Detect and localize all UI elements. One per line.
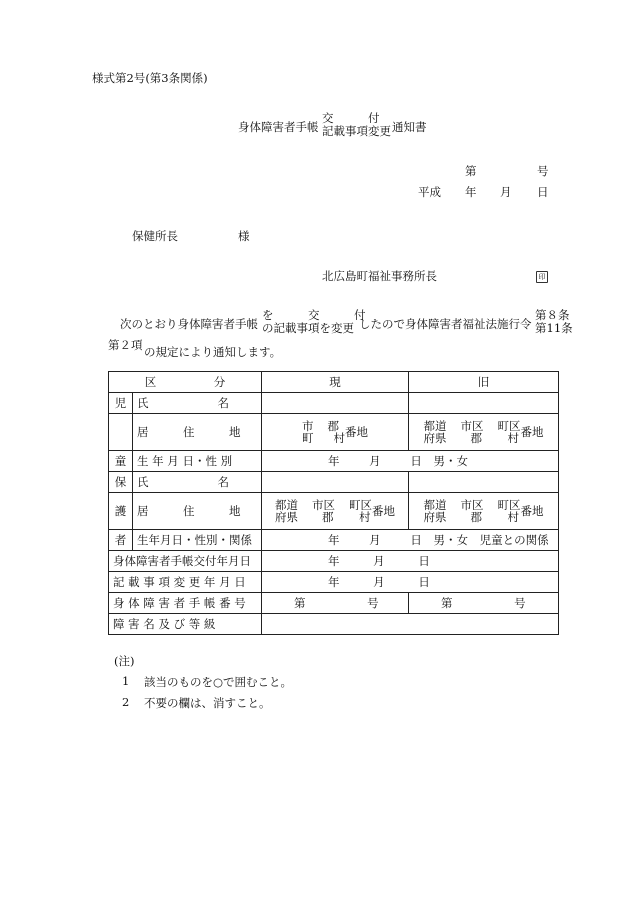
body-text-2: したので身体障害者福祉法施行令 [359, 317, 532, 331]
child-name-current[interactable] [262, 393, 409, 414]
guardian-name-label: 氏 名 [133, 472, 262, 493]
note-1-number: 1 [122, 674, 130, 688]
disability-label: 障 害 名 及 び 等 級 [109, 614, 262, 635]
card-number-current[interactable]: 第 号 [262, 593, 409, 614]
body-option-issue: を 交 付 [262, 308, 366, 322]
child-name-label: 氏 名 [133, 393, 262, 414]
header-current: 現 [262, 372, 409, 393]
card-number-row [109, 593, 559, 614]
guardian-address-label: 居 住 地 [133, 493, 262, 530]
card-number-previous[interactable]: 第 号 [409, 593, 559, 614]
note-2-text: 不要の欄は、消すこと。 [144, 696, 271, 710]
body-paragraph-ref: 第２項 [108, 338, 143, 352]
child-group-spacer [109, 414, 133, 451]
guardian-birth-value[interactable]: 年 月 日 男・女 児童との関係 [262, 530, 559, 551]
title-suffix: 通知書 [392, 120, 427, 134]
body-article-8: 第８条 [535, 308, 570, 322]
child-name-row [109, 393, 559, 414]
issue-date-value[interactable]: 年 月 日 [262, 551, 559, 572]
title-prefix: 身体障害者手帳 [238, 120, 319, 134]
notes-label: (注) [114, 654, 135, 668]
disability-row [109, 614, 559, 635]
child-address-row [109, 414, 559, 451]
disability-value[interactable] [262, 614, 559, 635]
guardian-group-label-2: 護 [109, 493, 133, 530]
date-era: 平成 [418, 185, 441, 199]
child-group-label-1: 児 [109, 393, 133, 414]
child-sex: 男・女 [433, 454, 468, 468]
child-birth-row [109, 451, 559, 472]
body-text-1: 次のとおり身体障害者手帳 [120, 317, 258, 331]
form-number: 様式第2号(第3条関係) [92, 71, 208, 85]
body-options [262, 309, 366, 335]
addressee-honorific: 様 [238, 229, 250, 243]
header-kubun: 区 分 [109, 372, 262, 393]
child-birth-label: 生 年 月 日・性 別 [133, 451, 262, 472]
title-options [322, 112, 391, 138]
guardian-sex: 男・女 [433, 533, 468, 547]
sender-name: 北広島町福祉事務所長 [322, 269, 437, 283]
child-group-label-2: 童 [109, 451, 133, 472]
addressee-office: 保健所長 [132, 229, 178, 243]
body-article-11: 第11条 [535, 321, 573, 335]
title-option-issue: 交 付 [322, 111, 380, 125]
note-2-number: 2 [122, 695, 130, 709]
guardian-group-label-3: 者 [109, 530, 133, 551]
guardian-birth-row [109, 530, 559, 551]
body-articles [535, 309, 573, 335]
issue-date-label: 身体障害者手帳交付年月日 [109, 551, 262, 572]
guardian-name-row [109, 472, 559, 493]
seal-icon: 印 [536, 271, 548, 283]
child-address-current[interactable]: 市 町 郡 村 番地 [262, 414, 409, 451]
table-header-row [109, 372, 559, 393]
issue-date-row [109, 551, 559, 572]
guardian-name-current[interactable] [262, 472, 409, 493]
guardian-address-current[interactable]: 都道 府県 市区 郡 町区 村 番地 [262, 493, 409, 530]
change-date-value[interactable]: 年 月 日 [262, 572, 559, 593]
body-text-3: の規定により通知します。 [144, 345, 282, 359]
date-day: 日 [537, 185, 549, 199]
guardian-address-previous[interactable]: 都道 府県 市区 郡 町区 村 番地 [409, 493, 559, 530]
guardian-relation: 児童との関係 [479, 533, 549, 547]
guardian-name-previous[interactable] [409, 472, 559, 493]
title-option-change: 記載事項変更 [322, 124, 391, 138]
guardian-birth-label: 生年月日・性別・関係 [133, 530, 262, 551]
header-previous: 旧 [409, 372, 559, 393]
note-1-text: 該当のものを○で囲むこと。 [144, 675, 293, 689]
child-birth-value[interactable]: 年 月 日 男・女 [262, 451, 559, 472]
card-number-label: 身 体 障 害 者 手 帳 番 号 [109, 593, 262, 614]
doc-number-go: 号 [537, 164, 549, 178]
child-address-label: 居 住 地 [133, 414, 262, 451]
doc-number-dai: 第 [465, 164, 477, 178]
body-option-change: の記載事項を変更 [262, 321, 354, 335]
change-date-row [109, 572, 559, 593]
date-year: 年 [465, 185, 477, 199]
notification-table [108, 371, 559, 635]
change-date-label: 記 載 事 項 変 更 年 月 日 [109, 572, 262, 593]
child-name-previous[interactable] [409, 393, 559, 414]
guardian-group-label-1: 保 [109, 472, 133, 493]
date-month: 月 [500, 185, 512, 199]
seal-mark [536, 268, 548, 283]
guardian-address-row [109, 493, 559, 530]
child-address-previous[interactable]: 都道 府県 市区 郡 町区 村 番地 [409, 414, 559, 451]
